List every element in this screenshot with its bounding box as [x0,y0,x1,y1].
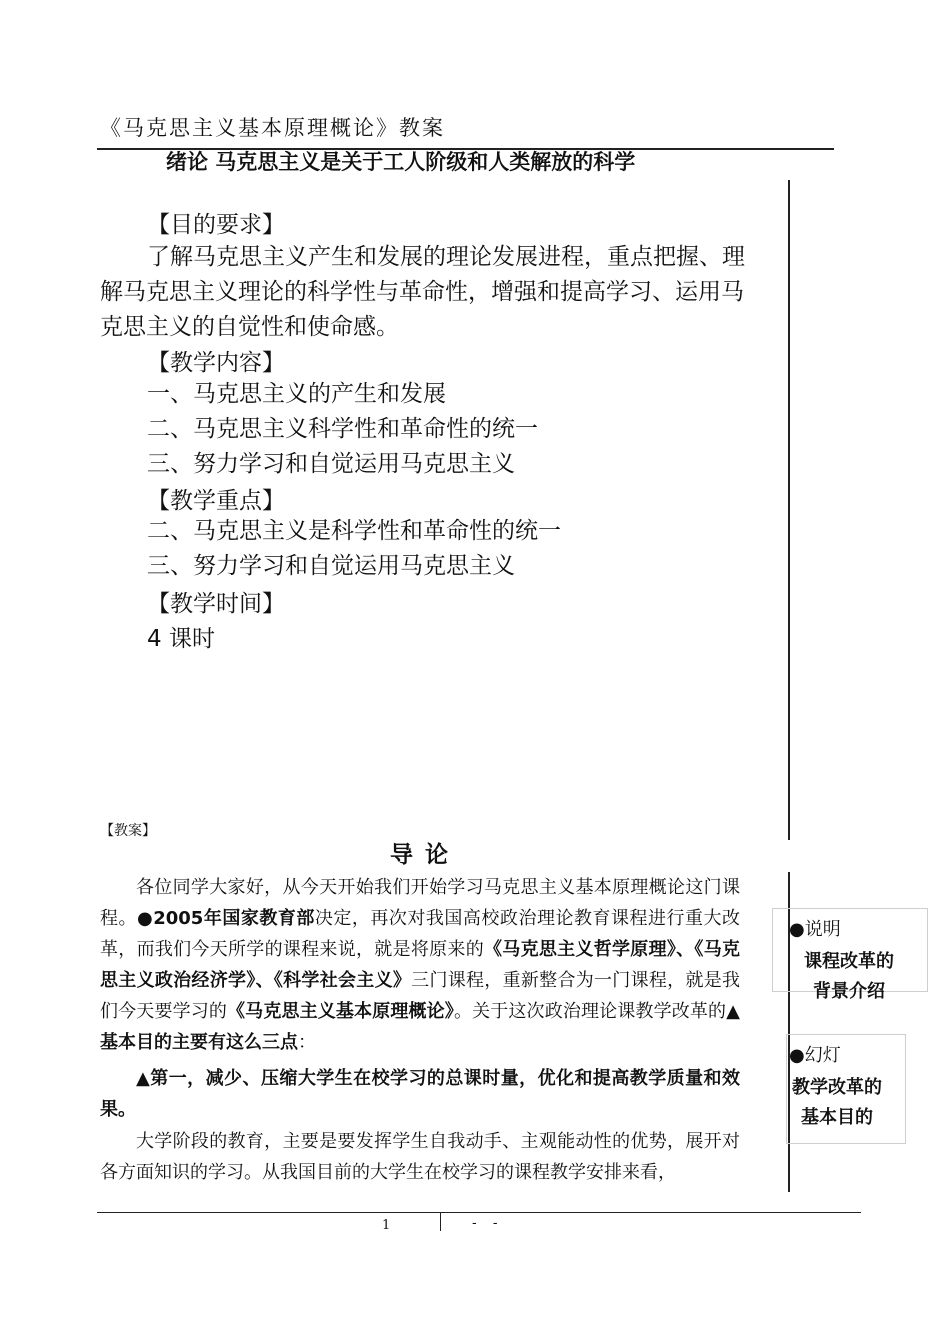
key-heading: 【教学重点】 [147,488,285,514]
p1-reform: 。关于这次政治理论课教学改革的 [453,1001,727,1022]
lesson-paragraph-2: ▲第一，减少、压缩大学生在校学习的总课时量，优化和提高教学质量和效果。 [100,1068,740,1120]
side-note-1 [772,908,928,1002]
time-heading: 【教学时间】 [147,591,285,617]
time-value: 4 课时 [147,626,215,652]
p1-merge: 三门课程，重新整合为一门课程，就是我们今天要学习的 [100,970,741,1022]
margin-divider-upper [788,180,790,840]
content-heading: 【教学内容】 [147,350,285,376]
chapter-title: 绪论 马克思主义是关于工人阶级和人类解放的科学 [166,150,636,174]
content-item-2: 二、马克思主义科学性和革命性的统一 [147,416,538,442]
footer-dashes: - - [472,1216,504,1231]
side-note-2-mark: ●幻灯 [789,1045,841,1066]
page-number: 1 [382,1218,391,1233]
p1-ministry: ●2005年国家教育部 [137,908,315,929]
p1-goals: ▲基本目的主要有这么三点 [100,1001,741,1053]
p1-old-courses: 《马克思主义哲学原理》、《马克思主义政治经济学》、《科学社会主义》 [100,939,740,991]
content-item-3: 三、努力学习和自觉运用马克思主义 [147,451,515,477]
goal-text: 了解马克思主义产生和发展的理论发展进程，重点把握、理解马克思主义理论的科学性与革命性，增强和提高学习、运用马克思主义的自觉性和使命感。 [100,244,745,340]
p1-new-course: 《马克思主义基本原理概论》 [227,1001,454,1022]
lesson-paragraph-1 [100,872,740,1058]
footer-separator [440,1213,441,1231]
side-note-1-mark: ●说明 [789,919,841,940]
lesson-tag: 【教案】 [100,823,156,839]
document-header-title: 《马克思主义基本原理概论》教案 [100,116,445,140]
key-item-1: 二、马克思主义是科学性和革命性的统一 [147,518,561,544]
goal-heading: 【目的要求】 [147,212,285,238]
side-note-1-text: 课程改革的背景介绍 [804,951,894,1002]
side-note-2 [786,1034,906,1144]
p1-decision: 决定，再次对我国高校政治理论教育课程进行重大改革，而我们今天所学的课程来说，就是将原来的 [100,908,741,960]
side-note-2-text: 教学改革的基本目的 [792,1077,882,1128]
footer-divider [97,1212,861,1213]
lesson-title: 导 论 [390,842,451,868]
p1-intro: 各位同学大家好，从今天开始我们开始学习马克思主义基本原理概论这门课程。 [100,877,740,929]
outline-section [100,212,750,345]
content-item-1: 一、马克思主义的产生和发展 [147,381,446,407]
lesson-paragraph-3: 大学阶段的教育，主要是要发挥学生自我动手、主观能动性的优势，展开对各方面知识的学习。从我国目前的大学生在校学习的课程教学安排来看， [100,1131,740,1183]
p1-colon: ： [298,1032,316,1053]
key-item-2: 三、努力学习和自觉运用马克思主义 [147,553,515,579]
